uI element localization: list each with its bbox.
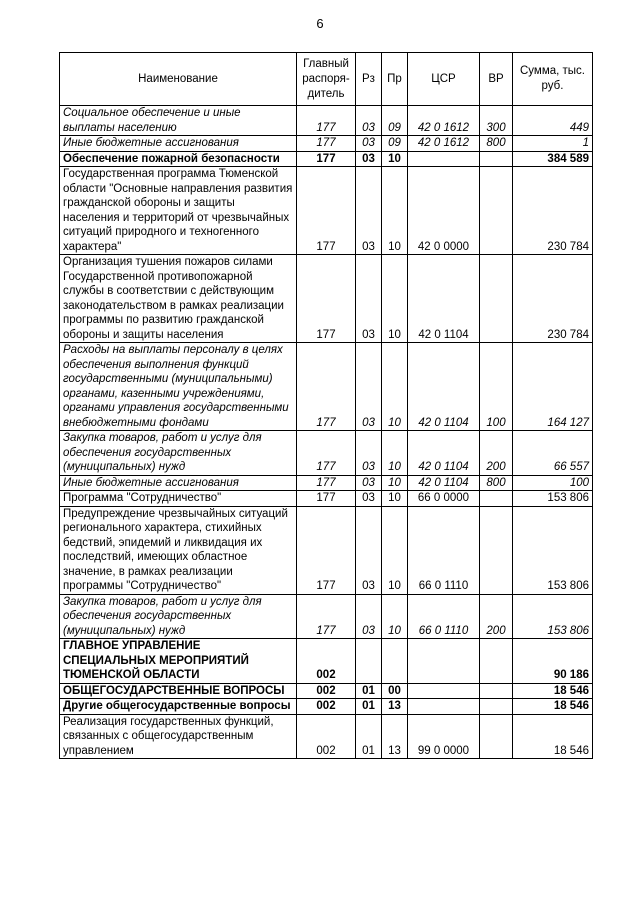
cell-subsection: 10 (382, 475, 408, 491)
cell-name: Расходы на выплаты персоналу в целях обеспечения выполнения функций государственными (муниципальными) органами, казенными учреждениями, органами управления государственными внебюджетными фондами (60, 343, 297, 431)
cell-amount: 66 557 (513, 431, 593, 476)
cell-main-manager: 002 (297, 699, 356, 715)
cell-section (356, 639, 382, 684)
cell-section: 03 (356, 167, 382, 255)
cell-name: Иные бюджетные ассигнования (60, 136, 297, 152)
cell-name: Реализация государственных функций, связанных с общегосударственным управлением (60, 714, 297, 759)
cell-name: ОБЩЕГОСУДАРСТВЕННЫЕ ВОПРОСЫ (60, 683, 297, 699)
cell-section: 03 (356, 136, 382, 152)
cell-amount: 1 (513, 136, 593, 152)
cell-name: Закупка товаров, работ и услуг для обеспечения государственных (муниципальных) нужд (60, 431, 297, 476)
cell-target-article (408, 683, 480, 699)
cell-target-article: 42 0 1104 (408, 255, 480, 343)
cell-section: 01 (356, 714, 382, 759)
cell-expense-type (480, 714, 513, 759)
cell-target-article: 42 0 1104 (408, 343, 480, 431)
cell-amount: 230 784 (513, 167, 593, 255)
cell-expense-type: 800 (480, 136, 513, 152)
cell-amount: 230 784 (513, 255, 593, 343)
table-row (60, 506, 593, 594)
cell-amount: 153 806 (513, 491, 593, 507)
cell-subsection: 00 (382, 683, 408, 699)
cell-subsection: 10 (382, 594, 408, 639)
table-header-row (60, 53, 593, 106)
cell-name: Другие общегосударственные вопросы (60, 699, 297, 715)
cell-amount: 100 (513, 475, 593, 491)
cell-main-manager: 177 (297, 255, 356, 343)
cell-expense-type (480, 491, 513, 507)
budget-table (59, 52, 593, 759)
header-name: Наименование (60, 53, 297, 106)
cell-amount: 164 127 (513, 343, 593, 431)
header-expense-type: ВР (480, 53, 513, 106)
table-row (60, 475, 593, 491)
cell-subsection: 10 (382, 491, 408, 507)
cell-expense-type (480, 167, 513, 255)
cell-main-manager: 002 (297, 714, 356, 759)
cell-amount: 90 186 (513, 639, 593, 684)
cell-subsection: 10 (382, 506, 408, 594)
table-row (60, 136, 593, 152)
table-row (60, 683, 593, 699)
cell-target-article: 42 0 0000 (408, 167, 480, 255)
header-target-article: ЦСР (408, 53, 480, 106)
cell-amount: 384 589 (513, 151, 593, 167)
cell-name: Социальное обеспечение и иные выплаты населению (60, 106, 297, 136)
cell-name: ГЛАВНОЕ УПРАВЛЕНИЕ СПЕЦИАЛЬНЫХ МЕРОПРИЯТИЙ ТЮМЕНСКОЙ ОБЛАСТИ (60, 639, 297, 684)
cell-target-article (408, 699, 480, 715)
cell-amount: 18 546 (513, 683, 593, 699)
cell-target-article: 42 0 1612 (408, 136, 480, 152)
cell-expense-type (480, 151, 513, 167)
cell-expense-type (480, 639, 513, 684)
header-section: Рз (356, 53, 382, 106)
cell-subsection: 13 (382, 699, 408, 715)
table-row (60, 639, 593, 684)
header-subsection: Пр (382, 53, 408, 106)
cell-section: 03 (356, 431, 382, 476)
cell-name: Государственная программа Тюменской области "Основные направления развития гражданской обороны и защиты населения и территорий от чрезвычайных ситуаций природного и техногенного характера" (60, 167, 297, 255)
header-main-manager: Главный распоря-дитель (297, 53, 356, 106)
cell-expense-type: 300 (480, 106, 513, 136)
cell-expense-type (480, 699, 513, 715)
cell-target-article (408, 639, 480, 684)
table-row (60, 699, 593, 715)
cell-subsection: 10 (382, 343, 408, 431)
cell-subsection: 10 (382, 255, 408, 343)
cell-section: 03 (356, 255, 382, 343)
header-amount: Сумма, тыс. руб. (513, 53, 593, 106)
cell-target-article: 99 0 0000 (408, 714, 480, 759)
cell-section: 03 (356, 491, 382, 507)
cell-main-manager: 177 (297, 136, 356, 152)
cell-amount: 18 546 (513, 714, 593, 759)
cell-name: Закупка товаров, работ и услуг для обеспечения государственных (муниципальных) нужд (60, 594, 297, 639)
table-row (60, 255, 593, 343)
table-row (60, 106, 593, 136)
table-body (60, 106, 593, 759)
cell-main-manager: 177 (297, 431, 356, 476)
cell-subsection: 13 (382, 714, 408, 759)
cell-target-article: 66 0 0000 (408, 491, 480, 507)
cell-target-article: 42 0 1104 (408, 431, 480, 476)
cell-name: Обеспечение пожарной безопасности (60, 151, 297, 167)
cell-subsection: 10 (382, 431, 408, 476)
cell-main-manager: 177 (297, 343, 356, 431)
cell-amount: 18 546 (513, 699, 593, 715)
table-row (60, 714, 593, 759)
cell-subsection: 10 (382, 151, 408, 167)
cell-expense-type (480, 683, 513, 699)
cell-section: 01 (356, 699, 382, 715)
cell-section: 03 (356, 506, 382, 594)
cell-expense-type (480, 255, 513, 343)
cell-main-manager: 002 (297, 683, 356, 699)
cell-subsection: 09 (382, 106, 408, 136)
cell-main-manager: 177 (297, 167, 356, 255)
cell-target-article: 66 0 1110 (408, 506, 480, 594)
cell-amount: 153 806 (513, 594, 593, 639)
table-row (60, 431, 593, 476)
cell-subsection: 09 (382, 136, 408, 152)
cell-subsection (382, 639, 408, 684)
cell-section: 03 (356, 343, 382, 431)
cell-target-article: 66 0 1110 (408, 594, 480, 639)
table-row (60, 167, 593, 255)
cell-section: 03 (356, 475, 382, 491)
cell-amount: 153 806 (513, 506, 593, 594)
table-row (60, 343, 593, 431)
cell-main-manager: 002 (297, 639, 356, 684)
cell-target-article: 42 0 1104 (408, 475, 480, 491)
cell-expense-type (480, 506, 513, 594)
cell-expense-type: 800 (480, 475, 513, 491)
cell-section: 03 (356, 151, 382, 167)
cell-section: 03 (356, 106, 382, 136)
cell-main-manager: 177 (297, 506, 356, 594)
cell-target-article: 42 0 1612 (408, 106, 480, 136)
cell-main-manager: 177 (297, 475, 356, 491)
cell-main-manager: 177 (297, 491, 356, 507)
cell-name: Иные бюджетные ассигнования (60, 475, 297, 491)
cell-name: Предупреждение чрезвычайных ситуаций регионального характера, стихийных бедствий, эпидемий и ликвидация их последствий, имеющих областное значение, в рамках реализации программы "Сотрудничество" (60, 506, 297, 594)
cell-target-article (408, 151, 480, 167)
cell-main-manager: 177 (297, 106, 356, 136)
cell-main-manager: 177 (297, 151, 356, 167)
cell-name: Организация тушения пожаров силами Государственной противопожарной службы в соответствии с действующим законодательством в рамках реализации программы по развитию гражданской обороны и защиты населения (60, 255, 297, 343)
cell-section: 03 (356, 594, 382, 639)
cell-name: Программа "Сотрудничество" (60, 491, 297, 507)
cell-main-manager: 177 (297, 594, 356, 639)
table-row (60, 594, 593, 639)
page-number: 6 (316, 16, 324, 31)
cell-expense-type: 100 (480, 343, 513, 431)
cell-subsection: 10 (382, 167, 408, 255)
cell-expense-type: 200 (480, 594, 513, 639)
table-row (60, 491, 593, 507)
table-row (60, 151, 593, 167)
cell-section: 01 (356, 683, 382, 699)
cell-expense-type: 200 (480, 431, 513, 476)
cell-amount: 449 (513, 106, 593, 136)
